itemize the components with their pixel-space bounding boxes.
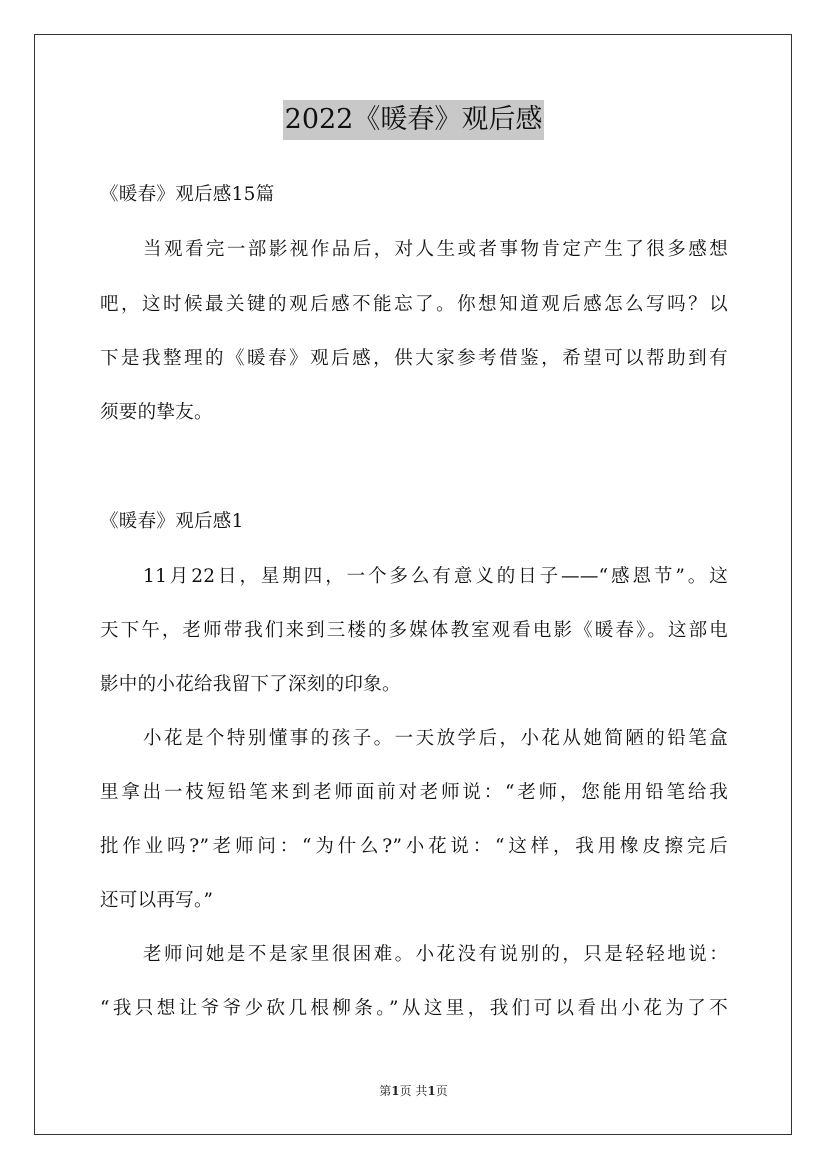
para2-line-1: 小花是个特别懂事的孩子。一天放学后，小花从她简陋的铅笔盒 bbox=[143, 728, 728, 749]
footer-page-total: 1 bbox=[427, 1084, 436, 1098]
document-title: 2022《暖春》观后感 bbox=[283, 100, 545, 140]
intro-line-2: 吧，这时候最关键的观后感不能忘了。你想知道观后感怎么写吗？以 bbox=[100, 294, 728, 315]
para1-line-1: 11月22日，星期四，一个多么有意义的日子——“感恩节”。这 bbox=[143, 566, 728, 587]
intro-line-3: 下是我整理的《暖春》观后感，供大家参考借鉴，希望可以帮助到有 bbox=[100, 348, 728, 369]
para3-line-1: 老师问她是不是家里很困难。小花没有说别的，只是轻轻地说： bbox=[143, 944, 728, 965]
intro-line-1: 当观看完一部影视作品后，对人生或者事物肯定产生了很多感想 bbox=[143, 239, 728, 260]
footer-page-suffix: 页 bbox=[435, 1084, 448, 1098]
intro-line-4: 须要的挚友。 bbox=[100, 402, 213, 423]
footer-page-prefix: 第 bbox=[379, 1084, 392, 1098]
footer-page-current: 1 bbox=[391, 1084, 400, 1098]
para2-line-2: 里拿出一枝短铅笔来到老师面前对老师说：“老师，您能用铅笔给我 bbox=[100, 782, 728, 803]
para3-line-2: “我只想让爷爷少砍几根柳条。”从这里，我们可以看出小花为了不 bbox=[100, 998, 728, 1019]
para2-line-4: 还可以再写。” bbox=[100, 890, 214, 911]
title-container bbox=[0, 100, 827, 140]
footer-page-mid: 页 共 bbox=[399, 1084, 428, 1098]
section-heading: 《暖春》观后感1 bbox=[100, 511, 244, 532]
para1-line-3: 影中的小花给我留下了深刻的印象。 bbox=[100, 674, 401, 695]
para1-line-2: 天下午，老师带我们来到三楼的多媒体教室观看电影《暖春》。这部电 bbox=[100, 620, 728, 641]
page-footer bbox=[0, 1082, 827, 1099]
para2-line-3: 批作业吗?”老师问：“为什么?”小花说：“这样，我用橡皮擦完后 bbox=[100, 836, 728, 857]
intro-heading: 《暖春》观后感15篇 bbox=[100, 184, 275, 205]
